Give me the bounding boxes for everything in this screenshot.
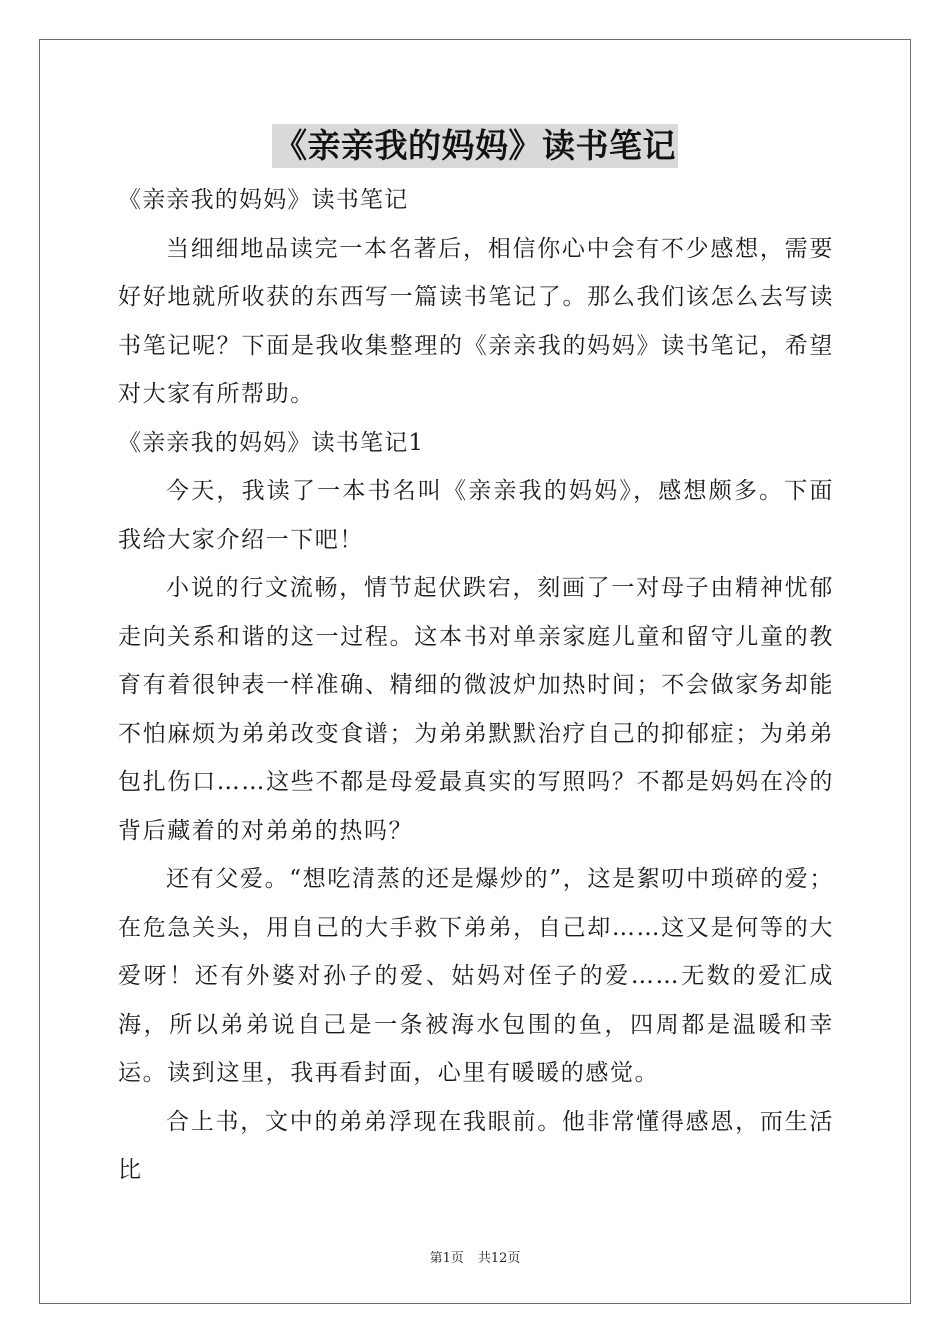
body-paragraph: 小说的行文流畅，情节起伏跌宕，刻画了一对母子由精神忧郁走向关系和谐的这一过程。这本书对单亲家庭儿童和留守儿童的教育有着很钟表一样准确、精细的微波炉加热时间；不会做家务却能不怕麻烦为弟弟改变食谱；为弟弟默默治疗自己的抑郁症；为弟弟包扎伤口……这些不都是母爱最真实的写照吗？不都是妈妈在冷的背后藏着的对弟弟的热吗？ bbox=[118, 575, 834, 844]
intro-paragraph: 当细细地品读完一本名著后，相信你心中会有不少感想，需要好好地就所收获的东西写一篇读书笔记了。那么我们该怎么去写读书笔记呢？下面是我收集整理的《亲亲我的妈妈》读书笔记，希望对大家有所帮助。 bbox=[118, 235, 834, 407]
body-paragraph: 还有父爱。“想吃清蒸的还是爆炒的”，这是絮叨中琐碎的爱；在危急关头，用自己的大手救下弟弟，自己却……这又是何等的大爱呀！还有外婆对孙子的爱、姑妈对侄子的爱……无数的爱汇成海，所以弟弟说自己是一条被海水包围的鱼，四周都是温暖和幸运。读到这里，我再看封面，心里有暖暖的感觉。 bbox=[118, 866, 834, 1086]
page-total: 共12页 bbox=[477, 1251, 521, 1266]
body-paragraph: 合上书，文中的弟弟浮现在我眼前。他非常懂得感恩，而生活比 bbox=[118, 1108, 834, 1183]
body-paragraph: 今天，我读了一本书名叫《亲亲我的妈妈》，感想颇多。下面我给大家介绍一下吧！ bbox=[118, 478, 834, 553]
subtitle-line: 《亲亲我的妈妈》读书笔记 bbox=[118, 187, 409, 213]
section-heading: 《亲亲我的妈妈》读书笔记1 bbox=[118, 429, 425, 456]
page-number: 第1页 bbox=[429, 1251, 464, 1266]
page-footer bbox=[0, 1247, 950, 1266]
document-body bbox=[118, 176, 834, 1195]
title-container bbox=[0, 124, 950, 168]
document-title: 《亲亲我的妈妈》读书笔记 bbox=[272, 124, 678, 168]
